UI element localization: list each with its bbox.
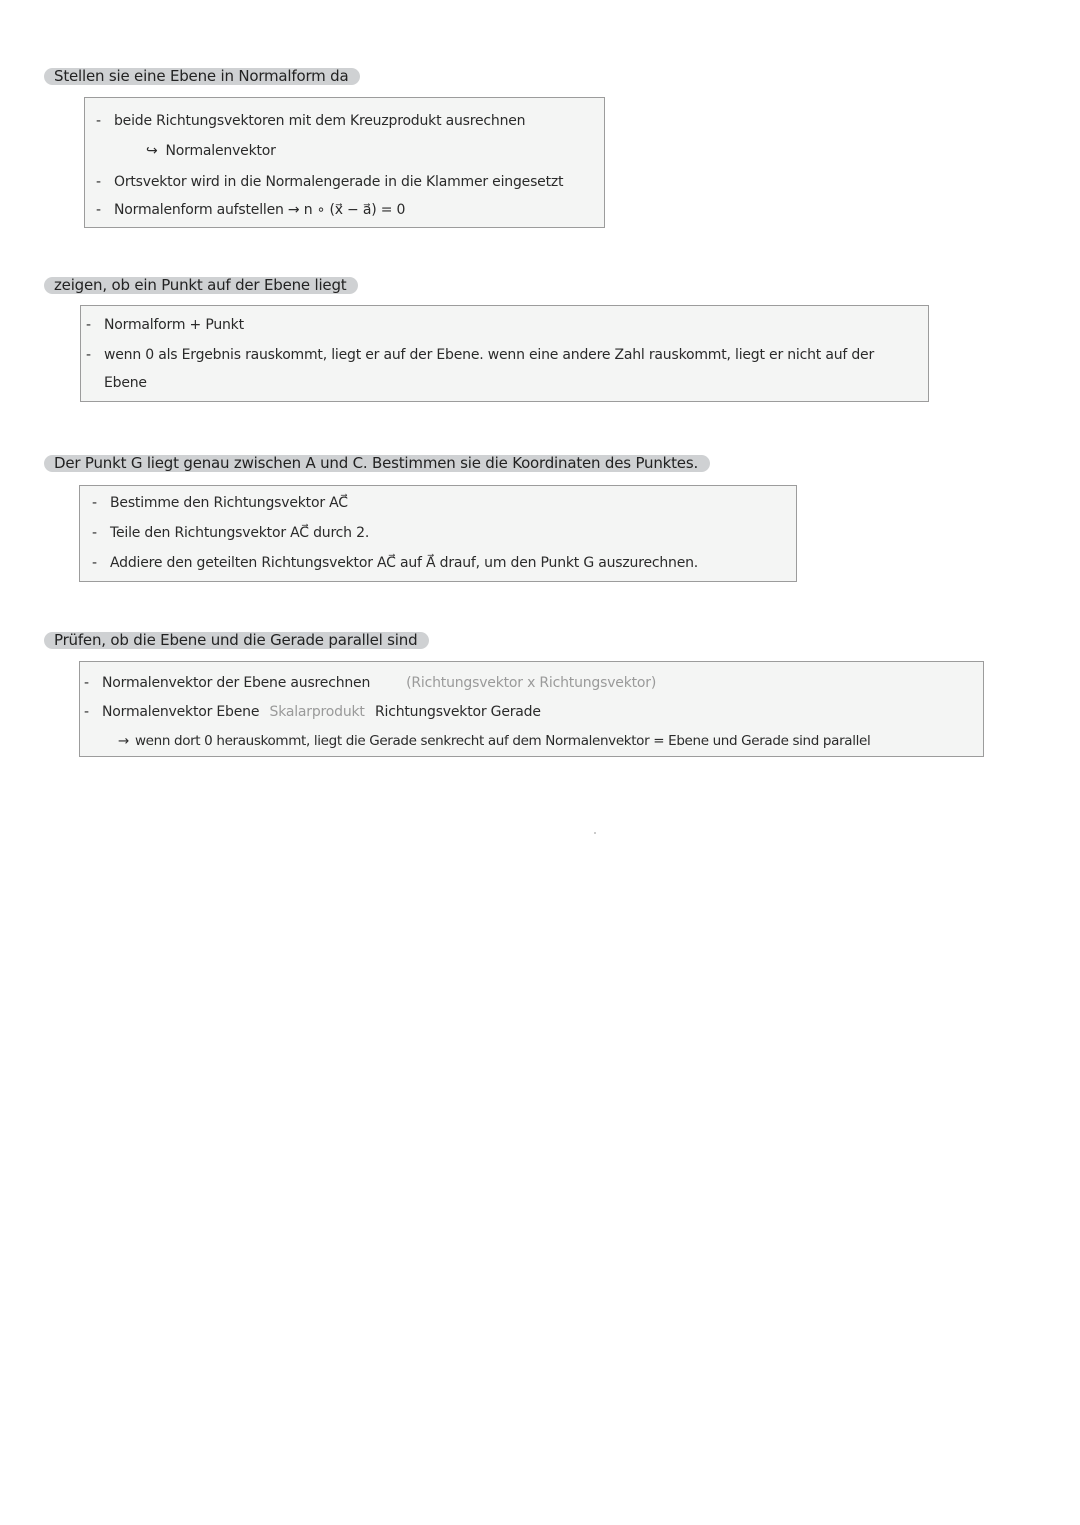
section-1-line-4: - Normalenform aufstellen → n ∘ (x⃗ − a⃗) = 0: [96, 202, 406, 218]
section-1-heading: [44, 68, 360, 85]
stray-dot: [594, 832, 596, 834]
section-1-line-3: - Ortsvektor wird in die Normalengerade in die Klammer eingesetzt: [96, 174, 564, 190]
section-2-line-1: - Normalform + Punkt: [86, 317, 244, 333]
section-4-line-3: → wenn dort 0 herauskommt, liegt die Gerade senkrecht auf dem Normalenvektor = Ebene und Gerade sind parallel: [118, 733, 871, 749]
hook-arrow-icon: ↪: [146, 143, 158, 159]
section-3-line-3: - Addiere den geteilten Richtungsvektor AC⃗ auf A⃗ drauf, um den Punkt G auszurechnen.: [92, 555, 699, 571]
section-3-heading-text: Der Punkt G liegt genau zwischen A und C. Bestimmen sie die Koordinaten des Punktes.: [44, 455, 710, 472]
section-1-line-2: ↪ Normalenvektor: [146, 143, 276, 159]
arrow-right-icon: →: [118, 733, 129, 749]
section-4-heading: [44, 632, 429, 649]
section-2-heading: [44, 277, 358, 294]
section-4-line-1: - Normalenvektor der Ebene ausrechnen (Richtungsvektor x Richtungsvektor): [84, 675, 657, 691]
section-4-skalarprodukt: Skalarprodukt: [269, 704, 365, 720]
section-3-line-1: - Bestimme den Richtungsvektor AC⃗: [92, 495, 348, 511]
section-3-line-2: - Teile den Richtungsvektor AC⃗ durch 2.: [92, 525, 370, 541]
section-3-heading: [44, 455, 710, 472]
section-1-line-1: - beide Richtungsvektoren mit dem Kreuzprodukt ausrechnen: [96, 113, 526, 129]
section-4-line-1-note: (Richtungsvektor x Richtungsvektor): [406, 675, 657, 691]
section-4-line-2: - Normalenvektor Ebene Skalarprodukt Richtungsvektor Gerade: [84, 704, 541, 720]
section-2-line-2: - wenn 0 als Ergebnis rauskommt, liegt er auf der Ebene. wenn eine andere Zahl rauskommt, liegt er nicht auf der: [86, 347, 875, 363]
section-1-heading-text: Stellen sie eine Ebene in Normalform da: [44, 68, 360, 85]
section-2-heading-text: zeigen, ob ein Punkt auf der Ebene liegt: [44, 277, 358, 294]
section-2-line-2b: Ebene: [104, 375, 147, 391]
section-4-heading-text: Prüfen, ob die Ebene und die Gerade parallel sind: [44, 632, 429, 649]
